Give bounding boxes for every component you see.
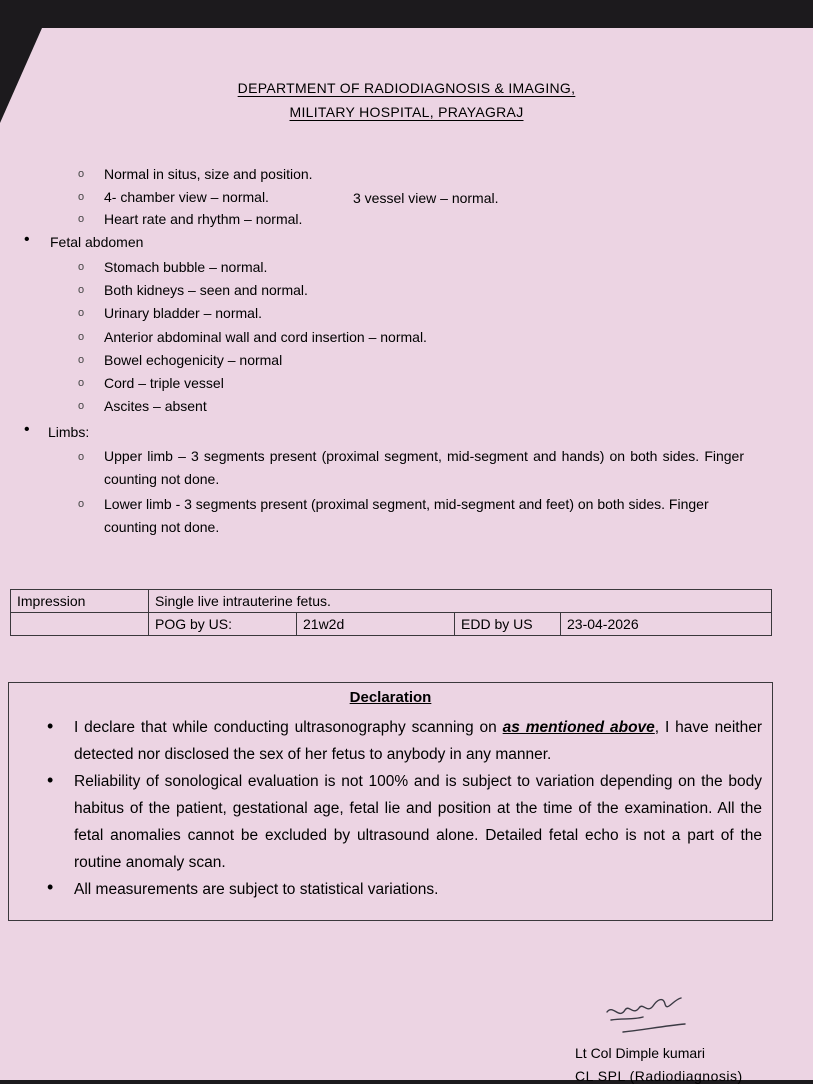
abdomen-item: Ascites – absent (104, 398, 207, 414)
signatory-designation: CL SPL (Radiodiagnosis) (575, 1068, 743, 1084)
bullet-icon: • (24, 421, 30, 438)
circle-bullet-icon: o (78, 213, 85, 225)
signature-icon (603, 990, 693, 1035)
circle-bullet-icon: o (78, 400, 85, 412)
abdomen-item: Cord – triple vessel (104, 375, 224, 391)
lower-limb-text: Lower limb - 3 segments present (proximal segment, mid-segment and feet) on both sides. Finger counting not done. (104, 496, 709, 535)
heart-item: 4- chamber view – normal. (104, 189, 269, 205)
circle-bullet-icon: o (78, 284, 85, 296)
reliability-statement: Reliability of sonological evaluation is not 100% and is subject to variation depending on the body habitus of the patient, gestational age, fetal lie and position at the time of the examination. All the fetal anomalies cannot be excluded by ultrasound alone. Detailed fetal echo is not a part of the routine anomaly scan. (74, 773, 762, 871)
circle-bullet-icon: o (78, 354, 85, 366)
circle-bullet-icon: o (78, 261, 85, 273)
upper-limb-text: Upper limb – 3 segments present (proximal segment, mid-segment and hands) on both sides. Finger counting not done. (104, 448, 744, 487)
table-row (11, 590, 772, 613)
table-row (11, 613, 772, 636)
pog-label: POG by US: (149, 613, 297, 636)
circle-bullet-icon: o (78, 498, 85, 510)
edd-value: 23-04-2026 (561, 613, 772, 636)
limbs-title: Limbs: (48, 424, 90, 440)
hospital-heading: MILITARY HOSPITAL, PRAYAGRAJ (289, 104, 524, 120)
heart-item: Heart rate and rhythm – normal. (104, 211, 303, 227)
impression-label: Impression (11, 590, 149, 613)
circle-bullet-icon: o (78, 377, 85, 389)
circle-bullet-icon: o (78, 168, 85, 180)
heart-item: Normal in situs, size and position. (104, 166, 313, 182)
declaration-statement: I declare that while conducting ultrasonography scanning on as mentioned above, I have neither detected nor disclosed the sex of her fetus to anybody in any manner. (74, 719, 763, 763)
abdomen-item: Stomach bubble – normal. (104, 259, 268, 275)
circle-bullet-icon: o (78, 191, 85, 203)
pog-value: 21w2d (297, 613, 455, 636)
vessel-view: 3 vessel view – normal. (353, 190, 499, 206)
edd-label: EDD by US (455, 613, 561, 636)
signatory-name: Lt Col Dimple kumari (575, 1045, 705, 1061)
measurements-statement: All measurements are subject to statistical variations. (74, 881, 439, 898)
abdomen-item: Both kidneys – seen and normal. (104, 282, 308, 298)
circle-bullet-icon: o (78, 451, 85, 463)
declaration-title: Declaration (349, 689, 432, 706)
report-page (0, 28, 813, 1080)
impression-value: Single live intrauterine fetus. (149, 590, 772, 613)
declaration-box (8, 682, 773, 921)
impression-table (10, 589, 772, 636)
bullet-icon: • (24, 231, 30, 248)
department-heading: DEPARTMENT OF RADIODIAGNOSIS & IMAGING, (237, 80, 576, 96)
bullet-icon: • (47, 877, 54, 897)
circle-bullet-icon: o (78, 307, 85, 319)
empty-cell (11, 613, 149, 636)
abdomen-item: Anterior abdominal wall and cord insertion – normal. (104, 329, 427, 345)
circle-bullet-icon: o (78, 331, 85, 343)
bullet-icon: • (47, 716, 54, 736)
abdomen-item: Urinary bladder – normal. (104, 305, 262, 321)
abdomen-title: Fetal abdomen (50, 234, 144, 250)
bullet-icon: • (47, 770, 54, 790)
abdomen-item: Bowel echogenicity – normal (104, 352, 283, 368)
